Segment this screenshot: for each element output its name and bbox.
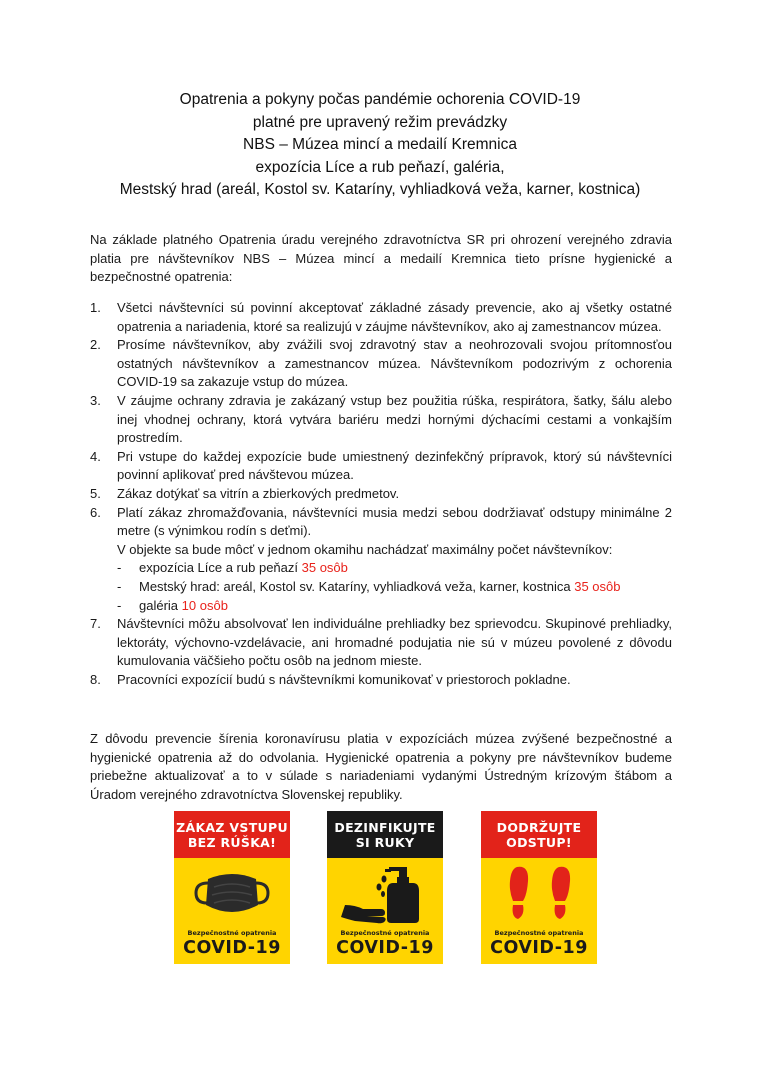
sign-title-line1: DEZINFIKUJTE	[334, 819, 436, 835]
sign-subtitle: Bezpečnostné opatrenia	[187, 929, 277, 937]
capacity-row	[117, 578, 672, 597]
list-item	[90, 504, 672, 616]
sign-title-line1: ZÁKAZ VSTUPU	[176, 819, 288, 835]
capacity-heading: V objekte sa bude môcť v jednom okamihu nachádzať maximálny počet návštevníkov:	[117, 541, 613, 557]
list-item	[90, 392, 672, 448]
list-number: 1.	[90, 300, 101, 315]
capacity-row	[117, 597, 672, 616]
sign-title-line2: ODSTUP!	[506, 834, 572, 850]
list-number: 7.	[90, 616, 101, 632]
capacity-row	[117, 559, 672, 578]
list-text: Pri vstupe do každej expozície bude umiestnený dezinfekčný prípravok, ktorý sú návštevníci povinní aplikovať pred návštevou múzea.	[117, 448, 672, 483]
covid-signs	[0, 811, 760, 965]
document-title	[60, 89, 700, 202]
list-number: 6.	[90, 504, 101, 520]
list-item	[90, 485, 672, 504]
list-item	[90, 336, 672, 392]
list-number: 8.	[90, 671, 101, 687]
sign-banner	[481, 811, 597, 858]
title-line-3: NBS – Múzea mincí a medailí Kremnica	[243, 136, 517, 153]
list-text: V záujme ochrany zdravia je zakázaný vstup bez použitia rúška, respirátora, šatky, šálu alebo inej vhodnej ochrany, ktorá vytvára bariéru medzi hornými dýchacími cestami a vonkajším prostredím.	[117, 392, 672, 446]
list-text: Zákaz dotýkať sa vitrín a zbierkových predmetov.	[117, 485, 400, 501]
capacity-dash: -	[117, 560, 122, 576]
title-line-5: Mestský hrad (areál, Kostol sv. Kataríny, vyhliadková veža, karner, kostnica)	[119, 181, 641, 198]
sign-subtitle: Bezpečnostné opatrenia	[494, 929, 584, 937]
list-item	[90, 299, 672, 336]
title-line-2: platné pre upravený režim prevádzky	[252, 113, 508, 131]
capacity-count: 35 osôb	[574, 578, 621, 594]
sign-covid-label: COVID-19	[490, 938, 588, 958]
sign-mask	[174, 811, 290, 964]
sign-banner	[174, 811, 290, 858]
sign-banner	[327, 811, 443, 858]
face-mask-icon	[174, 861, 290, 927]
list-number: 5.	[90, 485, 101, 501]
sign-title-line2: BEZ RÚŠKA!	[187, 834, 277, 850]
closing-paragraph: Z dôvodu prevencie šírenia koronavírusu platia v expozíciách múzea zvýšené bezpečnostné a hygienické opatrenia až do odvolania. Hygienické opatrenia a pokyny pre návštevníkov budeme priebežne aktualizovať a to v súlade s nariadeniami vydanými Ústredným krízovým štábom a Úradom verejného zdravotníctva Slovenskej republiky.	[90, 731, 672, 802]
capacity-count: 10 osôb	[181, 597, 228, 613]
hand-sanitizer-icon	[327, 861, 443, 927]
list-number: 2.	[90, 337, 101, 353]
list-text: Návštevníci môžu absolvovať len individuálne prehliadky bez sprievodcu. Skupinové prehliadky, lektoráty, výchovno-vzdelávacie, ani hromadné podujatia nie sú v múzeu povolené z dôvodu kumulovania väčšieho počtu osôb na jednom mieste.	[117, 616, 672, 669]
list-item	[90, 615, 672, 671]
list-item	[90, 448, 672, 485]
capacity-dash: -	[117, 597, 122, 613]
measures-list	[90, 299, 672, 689]
capacity-place: expozícia Líce a rub peňazí	[139, 560, 298, 576]
footprints-icon	[481, 861, 597, 927]
list-item	[90, 671, 672, 690]
title-line-4: expozícia Líce a rub peňazí, galéria,	[255, 158, 505, 176]
sign-sanitizer	[327, 811, 443, 964]
sign-title-line2: SI RUKY	[355, 834, 415, 850]
sign-covid-label: COVID-19	[336, 938, 434, 958]
capacity-place: galéria	[139, 597, 179, 613]
capacity-place: Mestský hrad: areál, Kostol sv. Kataríny, vyhliadková veža, karner, kostnica	[139, 578, 571, 594]
list-text: Platí zákaz zhromažďovania, návštevníci musia medzi sebou dodržiavať odstupy minimálne 2 metre (s výnimkou rodín s deťmi).	[117, 504, 672, 539]
sign-title-line1: DODRŽUJTE	[496, 819, 582, 835]
capacity-dash: -	[117, 578, 122, 594]
list-number: 4.	[90, 448, 101, 464]
sign-covid-label: COVID-19	[183, 938, 281, 958]
list-text: Prosíme návštevníkov, aby zvážili svoj zdravotný stav a neohrozovali svojou prítomnosťou ostatných návštevníkov a zamestnancov múzea. Návštevníkom podozrivým z ochorenia COVID-19 sa zakazuje vstup do múzea.	[117, 337, 672, 390]
capacity-count: 35 osôb	[301, 560, 348, 576]
intro-paragraph: Na základe platného Opatrenia úradu verejného zdravotníctva SR pri ohrození verejného zdravia platia pre návštevníkov NBS – Múzea mincí a medailí Kremnica tieto prísne hygienické a bezpečnostné opatrenia:	[90, 232, 672, 285]
list-text: Všetci návštevníci sú povinní akceptovať základné zásady prevencie, ako aj všetky ostatné opatrenia a nariadenia, ktoré sa realizujú v záujme návštevníkov, ako aj zamestnancov múzea.	[117, 300, 672, 334]
list-number: 3.	[90, 392, 101, 408]
sign-subtitle: Bezpečnostné opatrenia	[340, 929, 430, 937]
title-line-1: Opatrenia a pokyny počas pandémie ochorenia COVID-19	[179, 91, 581, 108]
list-text: Pracovníci expozícií budú s návštevníkmi komunikovať v priestoroch pokladne.	[117, 671, 571, 687]
sign-distance	[481, 811, 597, 964]
